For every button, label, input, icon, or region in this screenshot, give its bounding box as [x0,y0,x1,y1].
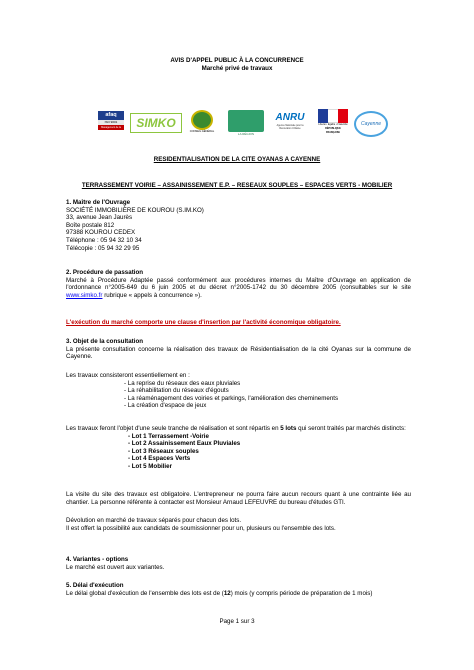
simko-website-link[interactable]: www.simko.fr [66,291,103,299]
devolution-paragraph [66,517,411,532]
insertion-clause: L'exécution du marché comporte une clause d'insertion par l'activité économique obligatoire. [66,319,341,326]
cayenne-logo [354,111,388,137]
delai-text-part: ) mois (y compris période de préparation de 1 mois) [230,589,373,597]
works-item: - La reprise du réseaux des eaux pluviales [124,379,241,387]
region-caption: LA RÉGION [237,132,255,136]
conseil-general-emblem [191,110,213,130]
variantes-text: Le marché est ouvert aux variantes. [66,563,165,571]
lots-intro-part: qui seront traités par marchés distincts: [298,425,406,432]
afaq-logo [98,111,124,137]
visit-paragraph: La visite du site des travaux est obligatoire. L'entrepreneur ne pourra faire aucun recours quant à une contrainte liée au chantier. La personne référente à contacter est Monsieur Arnaud LEFEUVRE du bureau d'études GTI. [66,491,411,506]
procedure-text-part: rubrique « appels à concurrence »). [104,291,202,299]
delai-text [66,590,411,598]
simko-logo [130,113,182,133]
lot-item: - Lot 1 Terrassement -Voirie [128,432,209,440]
lot-item: - Lot 5 Mobilier [128,462,172,470]
address-line: 97388 KOUROU CEDEX [66,229,136,237]
anru-wordmark: ANRU [275,112,305,123]
works-item: - La réhabilitation du réseaux d'égouts [124,387,229,395]
section-variantes [66,556,411,571]
region-logo [228,110,264,142]
lots-block [66,425,411,471]
simko-wordmark: SIMKO [136,116,176,130]
page-number: Page 1 sur 3 [219,618,255,625]
works-intro: Les travaux consisteront essentiellement en : [66,372,190,379]
section-objet [66,338,411,361]
section-5-heading: 5. Délai d'exécution [66,582,124,589]
section-4-heading: 4. Variantes - options [66,556,129,563]
works-list-block [66,372,411,410]
lots-count: 5 lots [280,425,297,432]
conseil-general-caption: CONSEIL GÉNÉRAL [189,130,215,133]
section-1-heading: 1. Maître de l'Ouvrage [66,199,131,206]
fax-line: Télécopie : 05 94 32 29 95 [66,244,140,252]
works-item: - La création d'espace de jeux [124,402,207,410]
devolution-line: Dévolution en marché de travaux séparés pour chacun des lots. [66,517,242,524]
procedure-text [66,277,411,300]
marianne-motto: Liberté • Égalité • Fraternité [318,123,348,126]
afaq-caption: Management de la qualité [98,125,124,130]
lot-item: - Lot 3 Réseaux souples [128,447,199,455]
lot-item: - Lot 4 Espaces Verts [128,455,191,463]
lots-intro-part: Les travaux feront l'objet d'une seule tranche de réalisation et sont répartis en [66,425,279,432]
cayenne-wordmark: Cayenne [360,121,381,127]
afaq-iso: ISO 9001 [98,120,124,125]
works-item: - La réaménagement des voiries et parkings, l'amélioration des cheminements [124,394,339,402]
works-title: TERRASSEMENT VOIRIE – ASSAINISSEMENT E.P. – RESEAUX SOUPLES – ESPACES VERTS - MOBILIER [81,182,393,189]
anru-caption: Agence Nationale pour la Rénovation Urbaine [276,124,304,130]
marianne-caption: RÉPUBLIQUE FRANÇAISE [325,127,341,134]
address-line: SOCIÉTÉ IMMOBILIÈRE DE KOUROU (S.IM.KO) [66,206,204,214]
objet-intro: La présente consultation concerne la réalisation des travaux de Résidentialisation de la cité Oyanas sur la commune de Cayenne. [66,345,411,361]
lot-item: - Lot 2 Assainissement Eaux Pluviales [128,440,241,448]
delai-text-part: Le délai global d'exécution de l'ensemble des lots est de ( [66,589,224,597]
document-title: AVIS D'APPEL PUBLIC À LA CONCURRENCE [170,57,304,64]
address-line: 33, avenue Jean Jaurès [66,214,133,222]
section-maitre-ouvrage [66,199,411,252]
conseil-general-logo [186,110,218,140]
address-line: Boîte postale 812 [66,221,115,229]
section-3-heading: 3. Objet de la consultation [66,338,144,345]
afaq-label: afaq [98,111,124,120]
marianne-logo [318,109,348,143]
french-flag-icon [318,109,348,123]
offer-line: Il est offert la possibilité aux candidats de soumissionner pour un, plusieurs ou l'ensemble des lots. [66,524,336,532]
section-2-heading: 2. Procédure de passation [66,269,144,276]
anru-logo [272,112,308,136]
section-delai [66,582,411,597]
section-procedure [66,269,411,299]
delai-months: 12 [223,589,231,597]
procedure-text-part: Marché à Procédure Adaptée passé conformément aux procédures internes du Maître d'Ouvrage en application de l'ordonnance n°2005-649 du 6 juin 2005 et du décret n°2005-1742 du 30 décembre 2005 (consultables sur le site [66,276,411,292]
project-title: RESIDENTIALISATION DE LA CITE OYANAS A CAYENNE [153,156,321,163]
phone-line: Téléphone : 05 94 32 10 34 [66,236,142,244]
region-emblem [228,110,264,132]
lots-intro [66,425,411,433]
document-subtitle: Marché privé de travaux [201,65,273,72]
